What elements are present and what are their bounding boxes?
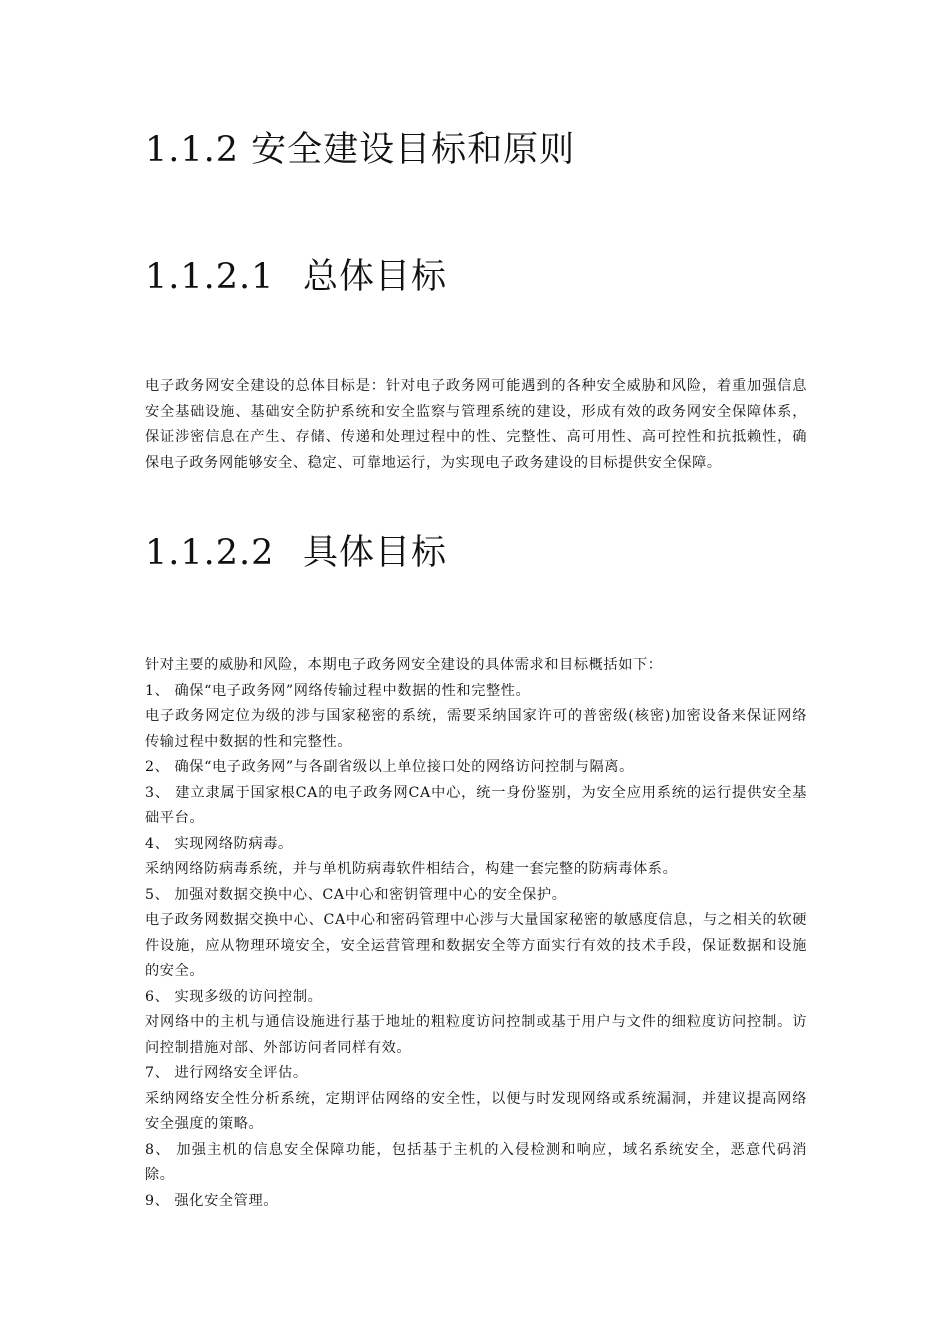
subsection-title: 具体目标: [303, 533, 448, 573]
list-item: 7、 进行网络安全评估。: [145, 1065, 308, 1081]
list-item: 电子政务网定位为级的涉与国家秘密的系统，需要采纳国家许可的普密级(核密)加密设备来保证网络传输过程中数据的性和完整性。: [145, 708, 807, 750]
list-item: 电子政务网数据交换中心、CA中心和密码管理中心涉与大量国家秘密的敏感度信息，与之相关的软硬件设施，应从物理环境安全，安全运营管理和数据安全等方面实行有效的技术手段，保证数据和设施的安全。: [145, 912, 807, 979]
list-item: 1、 确保“电子政务网”网络传输过程中数据的性和完整性。: [145, 682, 531, 699]
list-item: 6、 实现多级的访问控制。: [145, 988, 323, 1005]
section-heading: 1.1.2 安全建设目标和原则: [145, 130, 576, 170]
list-item: 3、 建立隶属于国家根CA的电子政务网CA中心，统一身份鉴别，为安全应用系统的运行提供安全基础平台。: [145, 784, 807, 826]
list-item: 9、 强化安全管理。: [145, 1192, 279, 1209]
subsection-number: 1.1.2.1: [145, 257, 275, 297]
subsection-number: 1.1.2.2: [145, 533, 275, 573]
list-item: 针对主要的威胁和风险，本期电子政务网安全建设的具体需求和目标概括如下：: [145, 657, 663, 673]
list-item: 采纳网络安全性分析系统，定期评估网络的安全性，以便与时发现网络或系统漏洞，并建议提高网络安全强度的策略。: [145, 1090, 807, 1132]
subsection-heading-overall: [145, 255, 447, 299]
list-item: 采纳网络防病毒系统，并与单机防病毒软件相结合，构建一套完整的防病毒体系。: [145, 861, 678, 877]
subsection-heading-specific: [145, 531, 447, 575]
list-item: 2、 确保“电子政务网”与各副省级以上单位接口处的网络访问控制与隔离。: [145, 759, 634, 775]
overall-goal-paragraph: 电子政务网安全建设的总体目标是：针对电子政务网可能遇到的各种安全威胁和风险，着重加强信息安全基础设施、基础安全防护系统和安全监察与管理系统的建设，形成有效的政务网安全保障体系，保证涉密信息在产生、存储、传递和处理过程中的性、完整性、高可用性、高可控性和抗抵赖性，确保电子政务网能够安全、稳定、可靠地运行，为实现电子政务建设的目标提供安全保障。: [145, 378, 807, 471]
specific-goals-list: [145, 653, 807, 1214]
list-item: 5、 加强对数据交换中心、CA中心和密钥管理中心的安全保护。: [145, 886, 567, 903]
list-item: 对网络中的主机与通信设施进行基于地址的粗粒度访问控制或基于用户与文件的细粒度访问控制。访问控制措施对部、外部访问者同样有效。: [145, 1014, 807, 1056]
list-item: 4、 实现网络防病毒。: [145, 835, 293, 852]
subsection-title: 总体目标: [303, 257, 448, 297]
list-item: 8、 加强主机的信息安全保障功能，包括基于主机的入侵检测和响应，域名系统安全，恶意代码消除。: [145, 1141, 807, 1183]
